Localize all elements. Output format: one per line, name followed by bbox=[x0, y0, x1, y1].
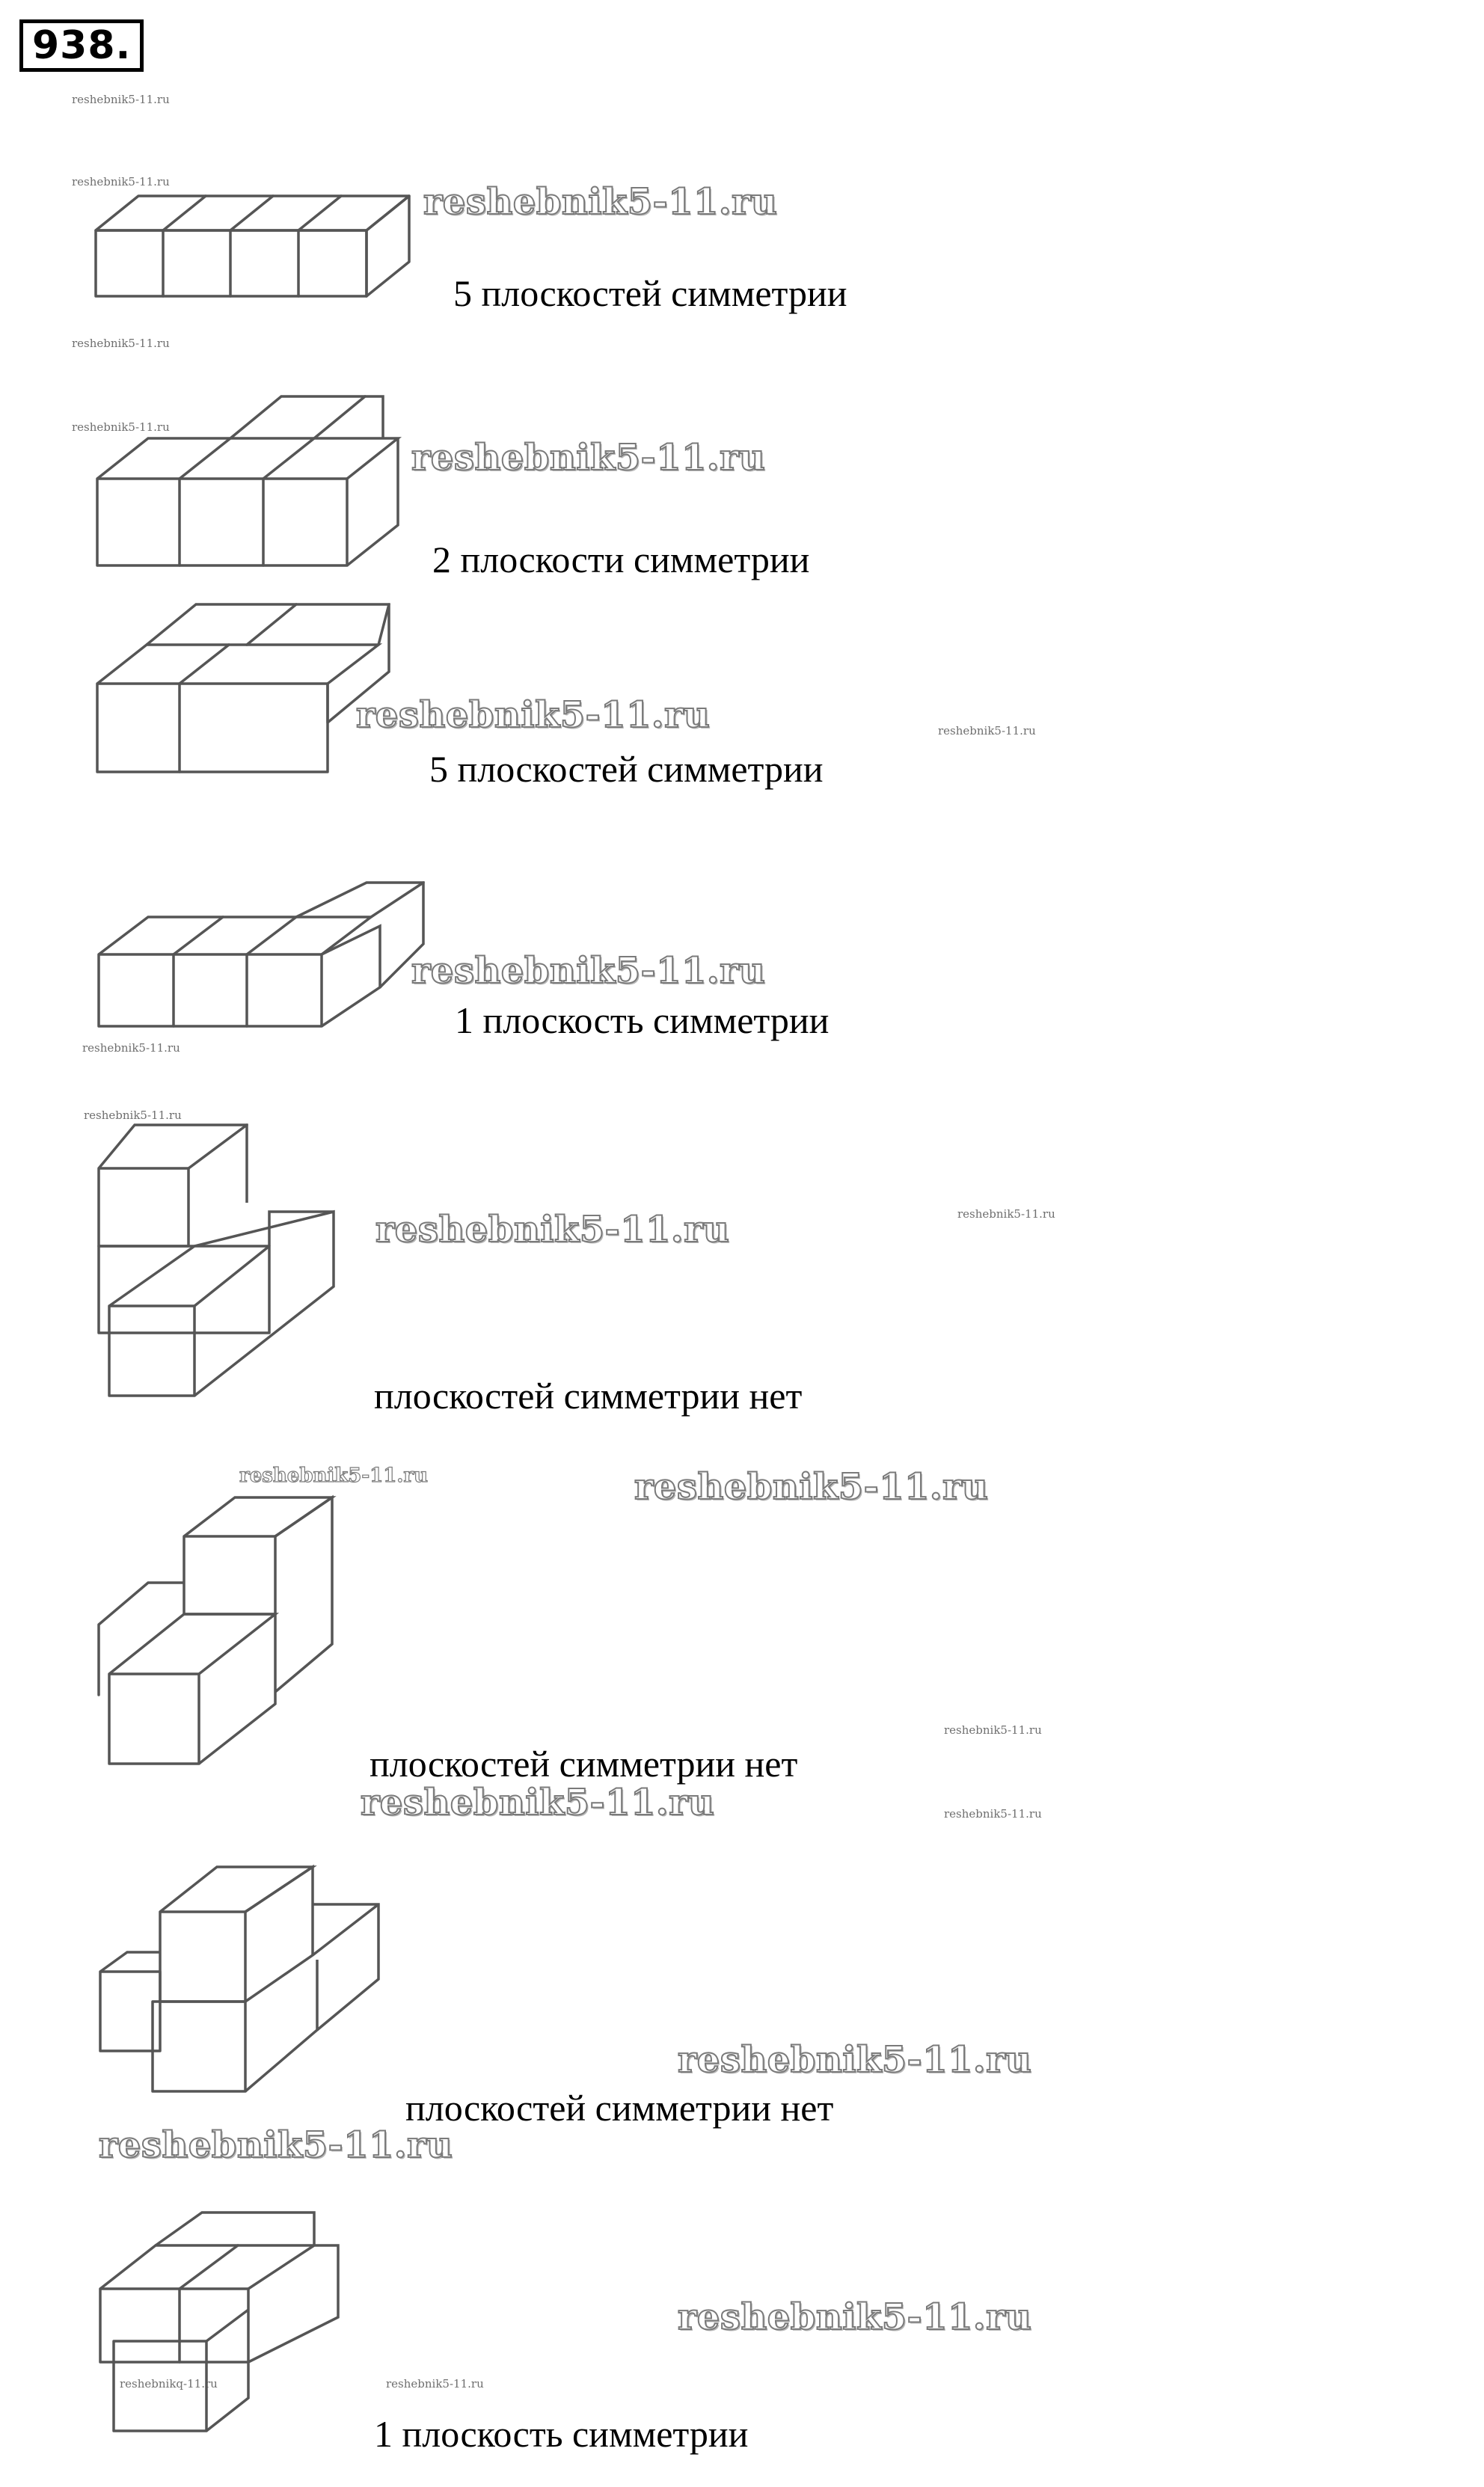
figure-4-cubes-step bbox=[99, 883, 423, 1026]
watermark-large: reshebnik5-11.ru bbox=[411, 437, 766, 479]
watermark-large: reshebnik5-11.ru bbox=[411, 950, 766, 992]
watermark-large: reshebnik5-11.ru bbox=[678, 2296, 1032, 2338]
figure-1-four-cubes-row bbox=[96, 196, 409, 296]
figure-5-cubes-stack bbox=[99, 1125, 334, 1396]
watermark-small: reshebnik5-11.ru bbox=[72, 93, 170, 106]
caption-figure-7: плоскостей симметрии нет bbox=[405, 2087, 834, 2129]
figure-8-cubes-cluster bbox=[100, 2212, 338, 2431]
watermark-small: reshebnik5-11.ru bbox=[957, 1207, 1055, 1221]
caption-figure-3: 5 плоскостей симметрии bbox=[429, 748, 824, 790]
watermark-small: reshebnik5-11.ru bbox=[84, 1108, 182, 1122]
watermark-small: reshebnik5-11.ru bbox=[386, 2377, 484, 2391]
watermark-large: reshebnik5-11.ru bbox=[423, 181, 778, 223]
watermark-small: reshebnik5-11.ru bbox=[82, 1041, 180, 1055]
caption-figure-8: 1 плоскость симметрии bbox=[374, 2413, 749, 2455]
caption-figure-5: плоскостей симметрии нет bbox=[374, 1375, 803, 1417]
watermark-large: reshebnik5-11.ru bbox=[356, 694, 711, 736]
caption-figure-1: 5 плоскостей симметрии bbox=[453, 272, 847, 314]
figure-3-cubes-block bbox=[97, 604, 389, 772]
watermark-large: reshebnik5-11.ru bbox=[99, 2124, 453, 2166]
watermark-small: reshebnik5-11.ru bbox=[944, 1723, 1042, 1737]
caption-figure-6: плоскостей симметрии нет bbox=[370, 1743, 798, 1785]
watermark-small: reshebnikq-11.ru bbox=[120, 2377, 218, 2391]
watermark-small: reshebnik5-11.ru bbox=[944, 1807, 1042, 1821]
watermark-small: reshebnik5-11.ru bbox=[72, 337, 170, 350]
caption-figure-2: 2 плоскости симметрии bbox=[432, 539, 810, 580]
figure-6-cubes-stack bbox=[99, 1497, 332, 1764]
watermark-medium: reshebnik5-11.ru bbox=[239, 1465, 429, 1487]
figure-2-cubes-t-shape bbox=[97, 396, 398, 565]
watermark-large: reshebnik5-11.ru bbox=[678, 2039, 1032, 2081]
figure-7-cubes-stack bbox=[100, 1867, 378, 2091]
problem-number: 938. bbox=[19, 19, 144, 72]
watermark-large: reshebnik5-11.ru bbox=[634, 1466, 989, 1508]
watermark-large: reshebnik5-11.ru bbox=[375, 1209, 730, 1251]
watermark-large: reshebnik5-11.ru bbox=[361, 1782, 715, 1824]
watermark-small: reshebnik5-11.ru bbox=[72, 175, 170, 188]
caption-figure-4: 1 плоскость симметрии bbox=[455, 999, 830, 1041]
watermark-small: reshebnik5-11.ru bbox=[72, 420, 170, 434]
watermark-small: reshebnik5-11.ru bbox=[938, 724, 1036, 737]
